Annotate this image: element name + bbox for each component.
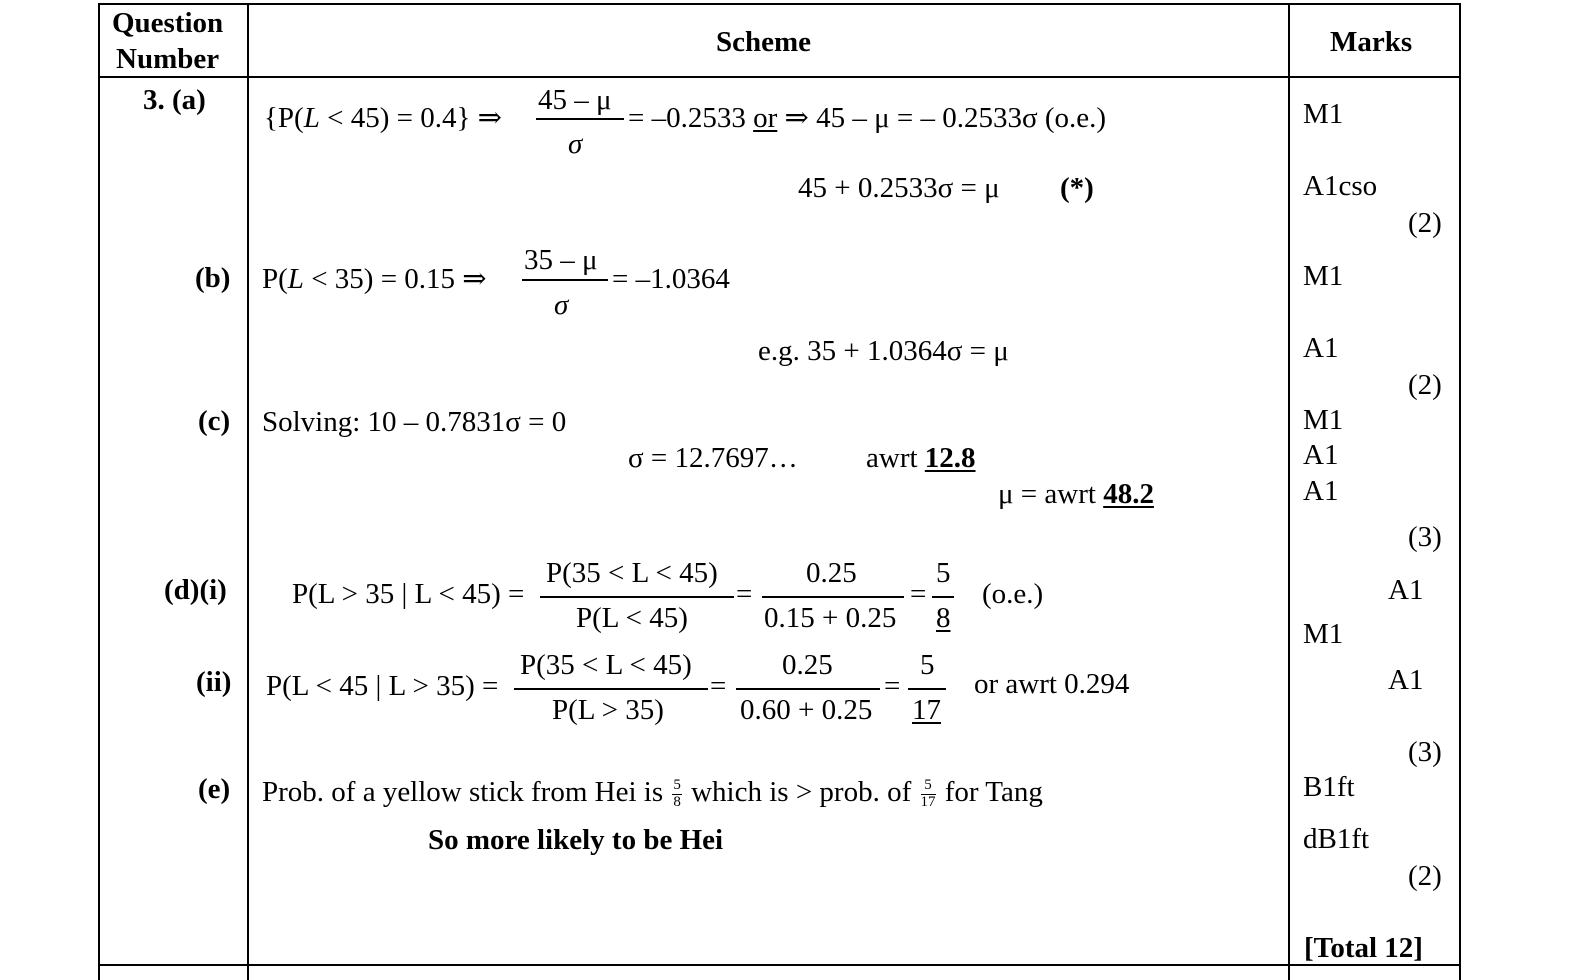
part-e-line2: So more likely to be Hei — [428, 824, 724, 856]
part-b-label: (b) — [195, 262, 231, 294]
part-d-ii-den3: 17 — [912, 694, 941, 726]
part-e-mark-2: dB1ft — [1303, 823, 1370, 855]
grand-total: [Total 12] — [1304, 932, 1423, 964]
part-e-total: (2) — [1408, 860, 1442, 892]
part-d-i-oe: (o.e.) — [982, 578, 1044, 610]
part-c-label: (c) — [198, 405, 231, 437]
part-d-i-den3: 8 — [936, 602, 951, 634]
part-a-frac-bar — [536, 118, 624, 120]
part-d-ii-awrt: or awrt 0.294 — [974, 668, 1130, 700]
part-a-equation: {P(L < 45) = 0.4} ⇒ — [264, 102, 502, 134]
part-e-frac2: $\frac{5}{17}$ — [920, 777, 936, 810]
part-d-ii-num2: 0.25 — [782, 649, 833, 681]
part-b-frac-den: σ — [554, 289, 569, 321]
part-a-line2: 45 + 0.2533σ = μ — [798, 172, 1000, 204]
part-c-awrt: awrt 12.8 — [866, 442, 976, 474]
part-d-ii-mark: A1 — [1388, 664, 1424, 696]
part-d-ii-num1: P(35 < L < 45) — [520, 649, 692, 681]
part-c-total: (3) — [1408, 521, 1442, 553]
table-border-right — [1459, 3, 1461, 980]
part-a-mark-2: A1cso — [1303, 170, 1378, 202]
part-e-line1: Prob. of a yellow stick from Hei is $\frac{5}{8}$ which is > prob. of $\frac{5}{17}$ for Tang — [262, 776, 1043, 810]
table-border-left — [98, 3, 100, 980]
part-d-ii-bar1 — [514, 688, 708, 690]
part-d-i-bar2 — [762, 596, 904, 598]
part-d-i-eq2: = — [910, 578, 927, 610]
part-b-equation: P(L < 35) = 0.15 ⇒ — [262, 263, 487, 295]
part-d-i-num3: 5 — [936, 557, 951, 589]
part-e-label: (e) — [198, 773, 231, 805]
part-b-line2: e.g. 35 + 1.0364σ = μ — [758, 335, 1009, 367]
part-d-i-lhs: P(L > 35 | L < 45) = — [292, 578, 525, 610]
column-divider-2 — [1288, 3, 1290, 980]
part-c-mark-1: M1 — [1303, 404, 1344, 436]
header-question: Question — [112, 7, 224, 39]
header-scheme: Scheme — [716, 26, 812, 58]
table-border-bottom — [98, 964, 1461, 966]
header-marks: Marks — [1330, 26, 1413, 58]
part-d-i-bar3 — [932, 596, 954, 598]
part-d-i-eq1: = — [736, 578, 753, 610]
part-d-ii-den2: 0.60 + 0.25 — [740, 694, 873, 726]
part-d-method-mark: M1 — [1303, 618, 1344, 650]
part-d-ii-lhs: P(L < 45 | L > 35) = — [266, 670, 499, 702]
part-a-rhs: = –0.2533 or ⇒ 45 – μ = – 0.2533σ (o.e.) — [628, 102, 1107, 134]
part-b-mark-2: A1 — [1303, 332, 1339, 364]
part-d-total: (3) — [1408, 736, 1442, 768]
part-b-mark-1: M1 — [1303, 260, 1344, 292]
part-d-i-num1: P(35 < L < 45) — [546, 557, 718, 589]
part-d-i-bar1 — [540, 596, 734, 598]
part-d-i-den1: P(L < 45) — [576, 602, 688, 634]
part-b-frac-bar — [522, 279, 608, 281]
part-a-frac-num: 45 – μ — [538, 84, 612, 116]
part-d-ii-eq2: = — [884, 670, 901, 702]
part-d-i-mark: A1 — [1388, 574, 1424, 606]
part-d-ii-label: (ii) — [196, 666, 232, 698]
part-a-frac-den: σ — [568, 128, 583, 160]
part-c-sigma: σ = 12.7697… — [628, 442, 798, 474]
part-d-i-num2: 0.25 — [806, 557, 857, 589]
part-a-label: 3. (a) — [143, 84, 206, 116]
part-d-ii-den1: P(L > 35) — [552, 694, 664, 726]
part-e-mark-1: B1ft — [1303, 771, 1355, 803]
header-number: Number — [116, 43, 220, 75]
part-d-ii-num3: 5 — [920, 649, 935, 681]
part-c-mark-2: A1 — [1303, 439, 1339, 471]
part-e-frac1: $\frac{5}{8}$ — [673, 777, 681, 810]
part-a-mark-1: M1 — [1303, 98, 1344, 130]
part-c-mark-3: A1 — [1303, 475, 1339, 507]
part-d-ii-bar2 — [736, 688, 880, 690]
table-border-top — [98, 3, 1461, 5]
part-d-ii-eq1: = — [710, 670, 727, 702]
part-b-total: (2) — [1408, 369, 1442, 401]
part-b-frac-num: 35 – μ — [524, 244, 598, 276]
part-d-i-den2: 0.15 + 0.25 — [764, 602, 897, 634]
part-b-rhs: = –1.0364 — [612, 263, 730, 295]
part-d-ii-bar3 — [908, 688, 946, 690]
part-c-line1: Solving: 10 – 0.7831σ = 0 — [262, 406, 567, 438]
part-a-star: (*) — [1060, 172, 1094, 204]
part-a-total: (2) — [1408, 207, 1442, 239]
part-d-i-label: (d)(i) — [164, 574, 227, 606]
column-divider-1 — [247, 3, 249, 980]
part-c-mu: μ = awrt 48.2 — [998, 478, 1154, 510]
header-divider — [98, 76, 1461, 78]
